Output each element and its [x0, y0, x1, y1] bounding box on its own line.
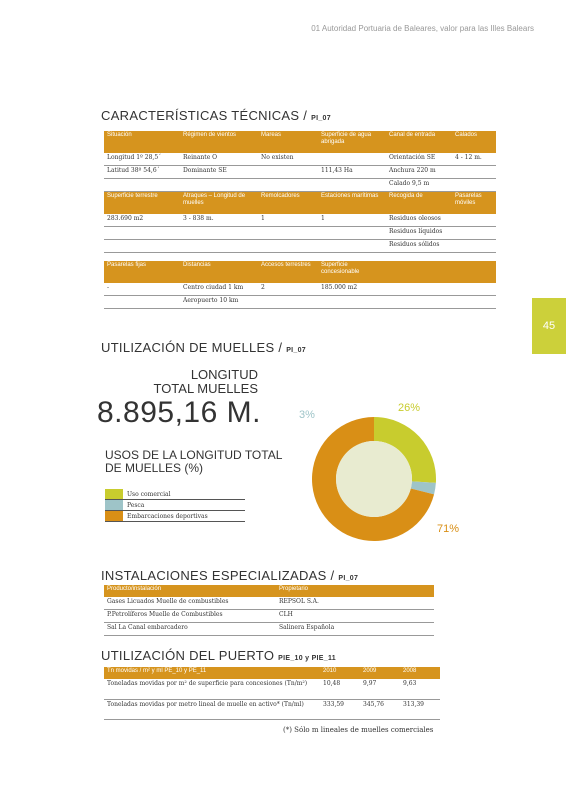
table-cell: 3 - 838 m. — [180, 214, 258, 227]
legend-label: Embarcaciones deportivas — [127, 512, 208, 520]
header-cell: Atraques – Longitud de muelles — [180, 192, 258, 214]
table-row — [104, 610, 434, 623]
header-cell: Tn movidas / m² y ml PE_10 y PE_11 — [104, 667, 320, 679]
section-code: PI_07 — [311, 115, 331, 122]
table-cell: No existen — [258, 153, 318, 166]
table-cell — [258, 296, 318, 309]
header-cell: Pasarelas fijas — [104, 261, 180, 283]
table-cell: Orientación SE — [386, 153, 452, 166]
table-cell: Reinante O — [180, 153, 258, 166]
header-cell — [386, 261, 452, 283]
table-row — [104, 623, 434, 636]
header-cell: Propietario — [276, 585, 434, 597]
table-cell: 2 — [258, 283, 318, 296]
table-row — [104, 179, 496, 192]
table-cell: Latitud 38º 54,6´ — [104, 166, 180, 179]
table-header-row — [104, 131, 496, 153]
table-row — [104, 240, 496, 253]
donut-center — [336, 441, 412, 517]
table-cell: - — [104, 283, 180, 296]
table-cell — [452, 214, 496, 227]
section-title-text: UTILIZACIÓN DE MUELLES / — [101, 340, 287, 355]
table-cell — [258, 179, 318, 192]
section-title-caracteristicas — [101, 108, 331, 123]
header-cell: Superficie terrestre — [104, 192, 180, 214]
longitud-title: LONGITUD TOTAL MUELLES — [153, 367, 258, 396]
tech-table-1 — [104, 131, 496, 192]
table-cell: Dominante SE — [180, 166, 258, 179]
table-cell: 10,48 — [320, 679, 360, 699]
table-cell: Residuos sólidos — [386, 240, 452, 253]
table-cell: Gases Licuados Muelle de combustibles — [104, 597, 276, 610]
table-row — [104, 153, 496, 166]
table-header-row — [104, 261, 496, 283]
legend-label: Pesca — [127, 501, 145, 509]
running-header: 01 Autoridad Portuaria de Baleares, valor para las Illes Balears — [311, 24, 534, 33]
table-cell — [452, 166, 496, 179]
header-cell: 2010 — [320, 667, 360, 679]
table-cell — [258, 227, 318, 240]
table-cell: 333,59 — [320, 699, 360, 719]
slice-label-deportivas: 71% — [437, 523, 460, 535]
table-cell: REPSOL S.A. — [276, 597, 434, 610]
table-cell: Longitud 1º 28,5´ — [104, 153, 180, 166]
table-cell: 345,76 — [360, 699, 400, 719]
header-cell: Distancias — [180, 261, 258, 283]
header-cell: Canal de entrada — [386, 131, 452, 153]
table-row — [104, 597, 434, 610]
table-cell: Toneladas movidas por m² de superficie para concesiones (Tn/m²) — [104, 679, 320, 699]
header-cell: Remolcadores — [258, 192, 318, 214]
table-header-row — [104, 192, 496, 214]
table-cell: 313,39 — [400, 699, 440, 719]
section-code: PIE_10 y PIE_11 — [278, 655, 336, 662]
table-header-row — [104, 667, 440, 679]
table-cell: Residuos oleosos — [386, 214, 452, 227]
table-cell — [318, 240, 386, 253]
puerto-table — [104, 667, 440, 720]
table-row — [104, 679, 440, 699]
table-row — [104, 214, 496, 227]
usos-title: USOS DE LA LONGITUD TOTAL DE MUELLES (%) — [105, 448, 282, 475]
table-cell — [104, 240, 180, 253]
table-cell: 9,97 — [360, 679, 400, 699]
table-cell: 4 - 12 m. — [452, 153, 496, 166]
table-cell: Calado 9,5 m — [386, 179, 452, 192]
header-cell: 2008 — [400, 667, 440, 679]
legend-swatch — [105, 500, 123, 510]
table-cell — [318, 296, 386, 309]
section-code: PI_07 — [338, 575, 359, 582]
section-title-text: INSTALACIONES ESPECIALIZADAS / — [101, 568, 339, 583]
legend-swatch — [105, 489, 123, 499]
table-cell — [386, 283, 452, 296]
footnote: (*) Sólo m lineales de muelles comerciales — [283, 726, 434, 734]
header-cell: Calados — [452, 131, 496, 153]
header-cell: Pasarelas móviles — [452, 192, 496, 214]
table-row — [104, 166, 496, 179]
chart-legend — [105, 489, 245, 522]
table-cell — [180, 179, 258, 192]
table-cell: Aeropuerto 10 km — [180, 296, 258, 309]
table-cell — [258, 240, 318, 253]
table-row — [104, 283, 496, 296]
section-code: PI_07 — [286, 347, 306, 354]
table-cell — [318, 179, 386, 192]
table-cell — [180, 240, 258, 253]
section-title-text: CARACTERÍSTICAS TÉCNICAS / — [101, 108, 312, 123]
tech-table-2 — [104, 192, 496, 253]
header-cell: Estaciones marítimas — [318, 192, 386, 214]
longitud-value: 8.895,16 M. — [97, 396, 261, 429]
table-cell: 111,43 Ha — [318, 166, 386, 179]
header-cell — [452, 261, 496, 283]
table-cell — [104, 227, 180, 240]
legend-item — [105, 500, 245, 511]
slice-label-pesca: 3% — [299, 409, 315, 421]
tech-table-3 — [104, 261, 496, 309]
table-cell: 283.690 m2 — [104, 214, 180, 227]
table-cell — [386, 296, 452, 309]
table-cell: 185.000 m2 — [318, 283, 386, 296]
table-cell: Sal La Canal embarcadero — [104, 623, 276, 636]
table-cell — [258, 166, 318, 179]
table-cell — [318, 227, 386, 240]
table-cell: 1 — [258, 214, 318, 227]
slice-label-comercial: 26% — [398, 402, 421, 414]
table-cell: Salinera Española — [276, 623, 434, 636]
table-header-row — [104, 585, 434, 597]
legend-item — [105, 511, 245, 522]
header-cell: Régimen de vientos — [180, 131, 258, 153]
table-cell: Centro ciudad 1 km — [180, 283, 258, 296]
table-cell — [452, 283, 496, 296]
table-cell — [104, 179, 180, 192]
header-cell: Superficie concesionable — [318, 261, 386, 283]
table-row — [104, 227, 496, 240]
header-cell: Mareas — [258, 131, 318, 153]
table-cell — [452, 240, 496, 253]
header-cell: 2009 — [360, 667, 400, 679]
header-cell: Superficie de agua abrigada — [318, 131, 386, 153]
section-title-instalaciones — [101, 568, 358, 583]
table-cell: CLH — [276, 610, 434, 623]
instalaciones-table — [104, 585, 434, 636]
table-cell: P.Petrolíferos Muelle de Combustibles — [104, 610, 276, 623]
table-cell — [318, 153, 386, 166]
table-row — [104, 296, 496, 309]
table-row — [104, 699, 440, 719]
table-cell: 9,63 — [400, 679, 440, 699]
table-cell: Toneladas movidas por metro lineal de muelle en activo* (Tn/ml) — [104, 699, 320, 719]
table-cell: Anchura 220 m — [386, 166, 452, 179]
section-title-utilizacion-puerto — [101, 648, 336, 663]
table-cell: Residuos líquidos — [386, 227, 452, 240]
legend-swatch — [105, 511, 123, 521]
legend-label: Uso comercial — [127, 490, 171, 498]
table-cell — [452, 179, 496, 192]
section-title-utilizacion-muelles — [101, 340, 306, 355]
table-cell — [452, 227, 496, 240]
header-cell: Situación — [104, 131, 180, 153]
page-number-tab: 45 — [532, 298, 566, 354]
donut-chart — [310, 415, 438, 543]
header-cell: Accesos terrestres — [258, 261, 318, 283]
table-cell — [104, 296, 180, 309]
table-cell — [180, 227, 258, 240]
section-title-text: UTILIZACIÓN DEL PUERTO — [101, 648, 279, 663]
header-cell: Recogida de — [386, 192, 452, 214]
header-cell: Producto/instalación — [104, 585, 276, 597]
table-cell: 1 — [318, 214, 386, 227]
legend-item — [105, 489, 245, 500]
table-cell — [452, 296, 496, 309]
